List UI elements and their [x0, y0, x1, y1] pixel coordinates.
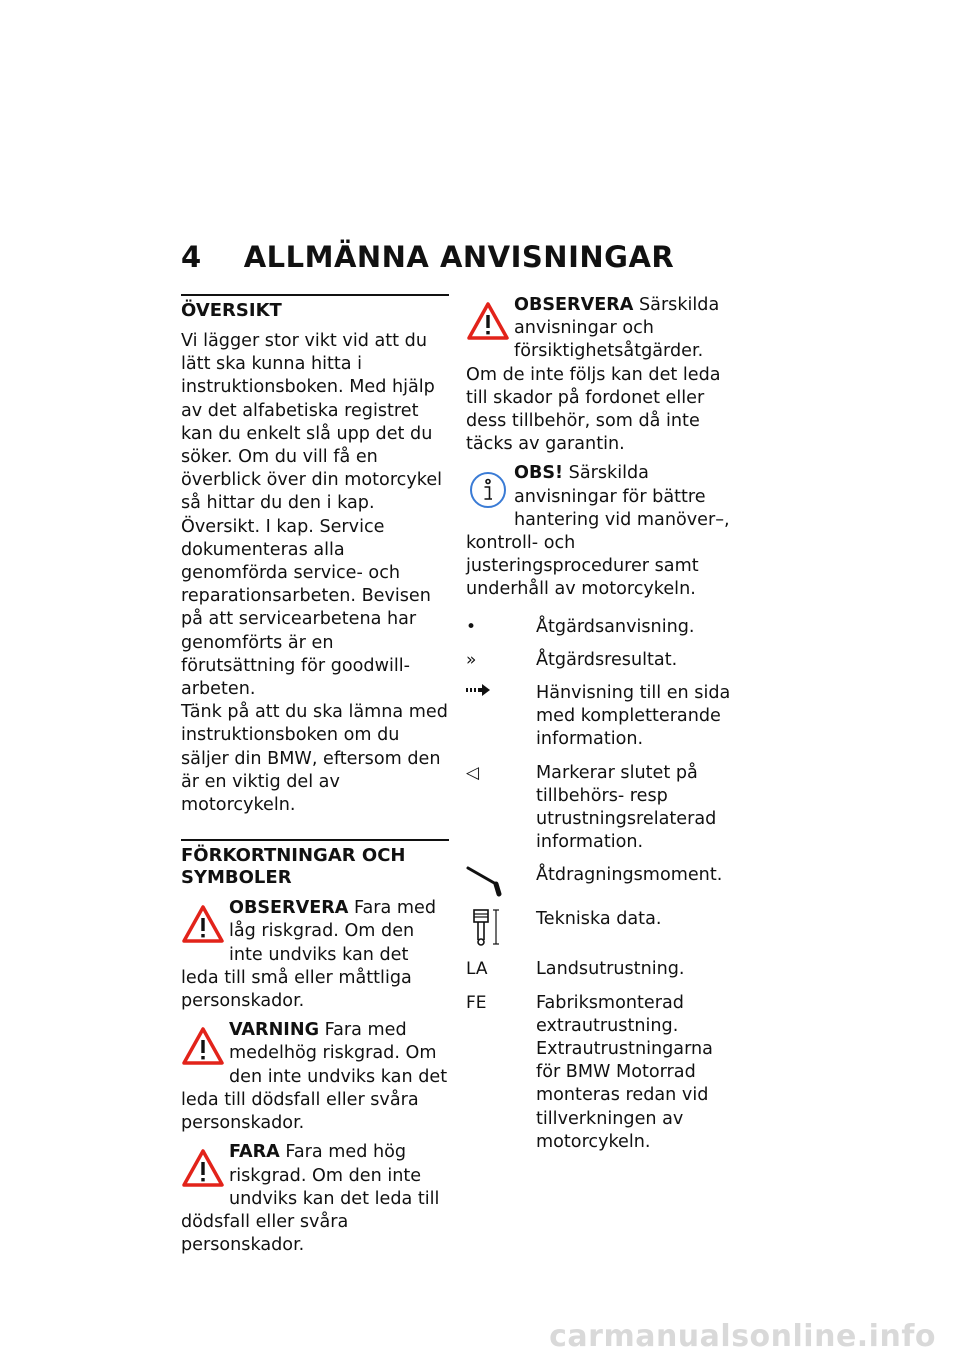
symbol-description: Tekniska data.: [536, 909, 662, 930]
symbol-row-end-marker: [466, 762, 734, 855]
notice-label: OBS!: [514, 463, 564, 484]
notice-text: Fara med låg riskgrad. Om den inte undviks kan det leda till små eller måttliga personskador.: [181, 898, 437, 1012]
symbol-description: Landsutrustning.: [536, 959, 685, 980]
chapter-heading: [181, 240, 674, 274]
notice-caution: [181, 897, 449, 1013]
symbol-row-reference: [466, 682, 734, 752]
section-rule: [181, 294, 449, 296]
abbreviation-fe: FE: [466, 992, 487, 1013]
symbol-description: Fabriksmonterad extrautrustning. Extrautrustningarna för BMW Motorrad monteras redan vid tillverkningen av motorcykeln.: [536, 992, 713, 1152]
notice-text: Fara med hög riskgrad. Om den inte undviks kan det leda till dödsfall eller svåra personskador.: [181, 1142, 440, 1256]
overview-title: ÖVERSIKT: [181, 300, 282, 321]
notice-label: VARNING: [229, 1020, 320, 1041]
warning-triangle-icon: [181, 1147, 225, 1191]
symbol-description: Markerar slutet på tillbehörs- resp utrustningsrelaterad information.: [536, 762, 717, 853]
symbol-row-action: [466, 616, 734, 639]
symbol-description: Hänvisning till en sida med kompletterande information.: [536, 683, 731, 750]
watermark: carmanualsonline.info: [549, 1319, 936, 1354]
overview-paragraph-2: Tänk på att du ska lämna med instruktionsboken om du säljer din BMW, eftersom den är en viktig del av motorcykeln.: [181, 702, 448, 816]
symbol-row-result: [466, 649, 734, 672]
info-icon: [466, 468, 510, 512]
symbol-row-torque: [466, 864, 734, 898]
abbreviation-la: LA: [466, 959, 488, 980]
left-column: [181, 294, 449, 1263]
symbol-row-technical-data: [466, 908, 734, 948]
symbol-description: Åtgärdsanvisning.: [536, 616, 695, 637]
section-rule: [181, 839, 449, 841]
symbol-description: Åtgärdsresultat.: [536, 649, 678, 670]
warning-triangle-icon: [466, 300, 510, 344]
chapter-title: ALLMÄNNA ANVISNINGAR: [243, 240, 675, 274]
right-column: [466, 294, 734, 1164]
notice-warning: [181, 1019, 449, 1135]
notice-info: [466, 462, 734, 601]
torque-wrench-icon: [466, 864, 506, 898]
result-icon: »: [466, 649, 477, 670]
warning-triangle-icon: [181, 1025, 225, 1069]
arrow-reference-icon: [466, 682, 494, 698]
symbol-row-fe: [466, 992, 734, 1154]
notice-label: FARA: [229, 1142, 280, 1163]
warning-triangle-icon: [181, 903, 225, 947]
abbreviations-title: FÖRKORTNINGAR OCH SYMBOLER: [181, 845, 406, 889]
notice-text: Särskilda anvisningar för bättre hantering vid manöver–, kontroll- och justeringsprocedurer samt underhåll av motorcykeln.: [466, 463, 730, 600]
symbol-row-la: [466, 958, 734, 981]
symbol-description: Åtdragningsmoment.: [536, 865, 723, 886]
notice-label: OBSERVERA: [514, 295, 634, 315]
notice-caution-vehicle: [466, 294, 734, 456]
chapter-number: 4: [181, 240, 202, 274]
notice-danger: [181, 1141, 449, 1257]
end-marker-icon: ◁: [466, 762, 480, 783]
notice-text: Fara med medelhög riskgrad. Om den inte undviks kan det leda till dödsfall eller svåra personskador.: [181, 1020, 448, 1134]
technical-data-icon: [466, 908, 506, 948]
overview-paragraph-1: Vi lägger stor vikt vid att du lätt ska kunna hitta i instruktionsboken. Med hjälp av det alfabetiska registret kan du enkelt slå upp det du söker. Om du vill få en överblick över din motorcykel så hittar du den i kap. Översikt. I kap. Service dokumenteras alla genomförda service- och reparationsarbeten. Bevisen på att servicearbetena har genomförts är en förutsättning för goodwill-arbeten.: [181, 331, 443, 700]
notice-label: OBSERVERA: [229, 898, 349, 919]
bullet-icon: •: [466, 616, 477, 637]
notice-text: Särskilda anvisningar och försiktighetsåtgärder. Om de inte följs kan det leda till skador på fordonet eller dess tillbehör, som då inte täcks av garantin.: [466, 295, 721, 455]
